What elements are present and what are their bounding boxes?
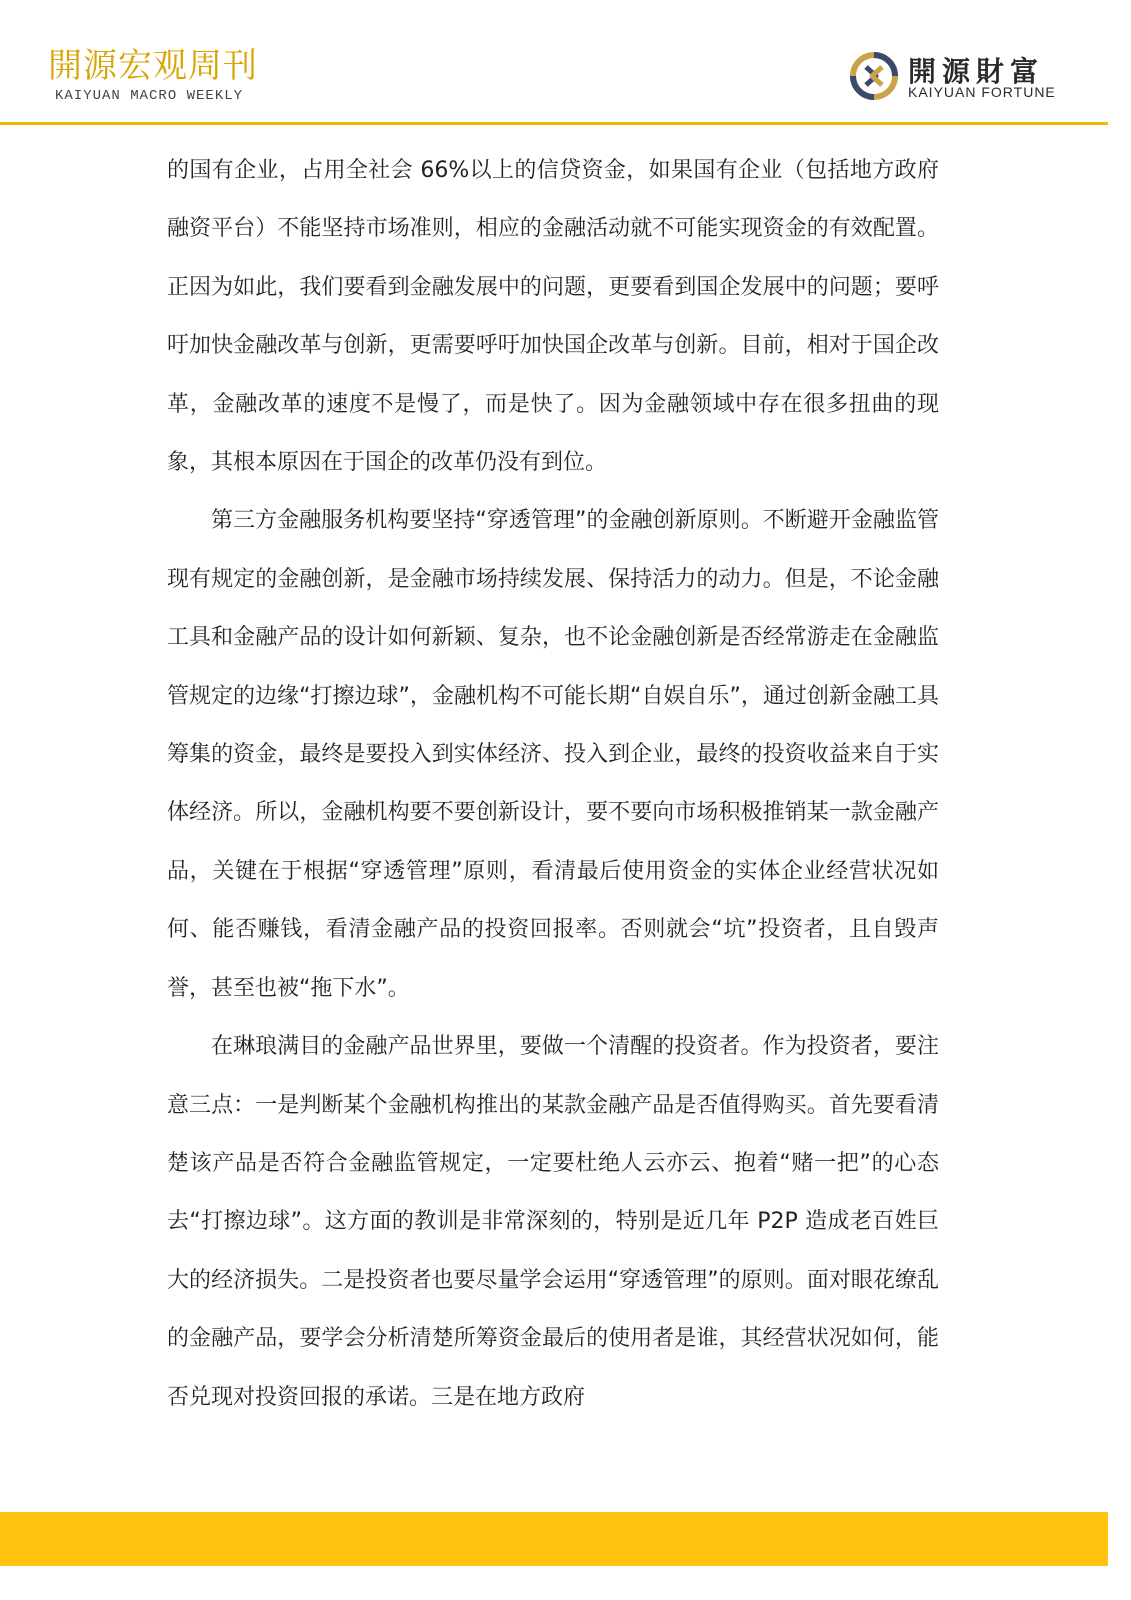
- footer-bar: [0, 1512, 1108, 1566]
- kaiyuan-fortune-logo: [848, 50, 1068, 106]
- paragraph: 第三方金融服务机构要坚持“穿透管理”的金融创新原则。不断避开金融监管现有规定的金融创新，是金融市场持续发展、保持活力的动力。但是，不论金融工具和金融产品的设计如何新颖、复杂，也不论金融创新是否经常游走在金融监管规定的边缘“打擦边球”，金融机构不可能长期“自娱自乐”，通过创新金融工具筹集的资金，最终是要投入到实体经济、投入到企业，最终的投资收益来自于实体经济。所以，金融机构要不要创新设计，要不要向市场积极推销某一款金融产品，关键在于根据“穿透管理”原则，看清最后使用资金的实体企业经营状况如何、能否赚钱，看清金融产品的投资回报率。否则就会“坑”投资者，且自毁声誉，甚至也被“拖下水”。: [167, 508, 939, 1001]
- paragraph: 在琳琅满目的金融产品世界里，要做一个清醒的投资者。作为投资者，要注意三点：一是判断某个金融机构推出的某款金融产品是否值得购买。首先要看清楚该产品是否符合金融监管规定，一定要杜绝人云亦云、抱着“赌一把”的心态去“打擦边球”。这方面的教训是非常深刻的，特别是近几年 P2P 造成老百姓巨大的经济损失。二是投资者也要尽量学会运用“穿透管理”的原则。面对眼花缭乱的金融产品，要学会分析清楚所筹资金最后的使用者是谁，其经营状况如何，能否兑现对投资回报的承诺。三是在地方政府: [167, 1034, 939, 1410]
- kaiyuan-logo-icon: [848, 50, 900, 102]
- paragraph: 的国有企业，占用全社会 66%以上的信贷资金，如果国有企业（包括地方政府融资平台）不能坚持市场准则，相应的金融活动就不可能实现资金的有效配置。正因为如此，我们要看到金融发展中的问题，更要看到国企发展中的问题；要呼吁加快金融改革与创新，更需要呼吁加快国企改革与创新。目前，相对于国企改革，金融改革的速度不是慢了，而是快了。因为金融领域中存在很多扭曲的现象，其根本原因在于国企的改革仍没有到位。: [167, 158, 939, 476]
- header-divider: [0, 122, 1108, 125]
- publication-title: 開源宏观周刊: [48, 46, 258, 86]
- publication-subtitle: KAIYUAN MACRO WEEKLY: [55, 88, 244, 104]
- article-body: [167, 142, 939, 1427]
- logo-name-en: KAIYUAN FORTUNE: [908, 84, 1056, 100]
- logo-name-cn: 開源財富: [908, 55, 1045, 88]
- page-header: [0, 0, 1131, 125]
